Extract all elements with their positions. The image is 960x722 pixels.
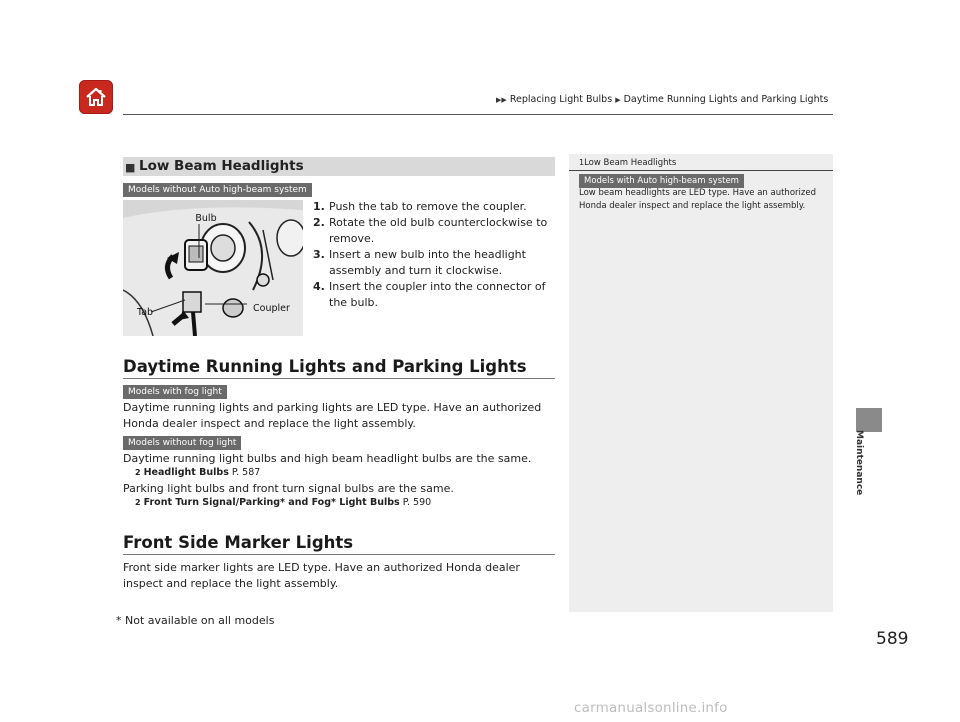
section-square-icon: ■ — [125, 161, 136, 174]
heading-side-marker: Front Side Marker Lights — [123, 533, 354, 552]
drl-no-fog-paragraph: Daytime running light bulbs and high beam headlight bulbs are the same. — [123, 452, 532, 465]
heading-divider — [123, 378, 555, 379]
side-marker-paragraph: Front side marker lights are LED type. Have an authorized Honda dealer inspect and replace the light assembly. — [123, 561, 520, 590]
chapter-tab-marker[interactable] — [856, 408, 882, 432]
note-text: Low beam headlights are LED type. Have an authorized Honda dealer inspect and replace the light assembly. — [579, 188, 816, 211]
step-item: 2. Rotate the old bulb counterclockwise to remove. — [313, 216, 548, 245]
home-button[interactable] — [79, 80, 113, 114]
step-item: 4. Insert the coupler into the connector of the bulb. — [313, 280, 546, 309]
home-icon — [84, 85, 108, 109]
model-tag-no-fog: Models without fog light — [123, 436, 241, 450]
breadcrumb-current: Daytime Running Lights and Parking Lights — [623, 94, 829, 105]
step-item: 1. Push the tab to remove the coupler. — [313, 200, 527, 213]
note-divider — [569, 170, 833, 171]
xref-front-turn-signal[interactable]: 2 Front Turn Signal/Parking* and Fog* Light Bulbs P. 590 — [135, 497, 432, 508]
note-model-tag: Models with Auto high-beam system — [579, 174, 744, 188]
model-tag-fog: Models with fog light — [123, 385, 227, 399]
header-divider — [123, 114, 833, 115]
note-title: 1Low Beam Headlights — [579, 158, 677, 168]
figure-label-coupler: Coupler — [253, 303, 290, 314]
xref-arrow-icon: 2 — [135, 498, 141, 507]
parking-paragraph: Parking light bulbs and front turn signal bulbs are the same. — [123, 482, 454, 495]
figure-label-bulb: Bulb — [195, 213, 217, 224]
breadcrumb-arrow-icon: ▶ — [615, 96, 621, 104]
heading-drl: Daytime Running Lights and Parking Lights — [123, 357, 527, 376]
replacement-steps — [313, 199, 558, 311]
headlight-illustration — [123, 200, 303, 336]
chapter-tab-label: Maintenance — [854, 430, 864, 496]
watermark: carmanualsonline.info — [574, 700, 728, 716]
xref-headlight-bulbs[interactable]: 2 Headlight Bulbs P. 587 — [135, 467, 261, 478]
note-column — [569, 154, 833, 612]
step-item: 3. Insert a new bulb into the headlight assembly and turn it clockwise. — [313, 248, 526, 277]
page-number: 589 — [876, 629, 909, 649]
breadcrumb-link-replacing-bulbs[interactable]: Replacing Light Bulbs — [509, 94, 613, 105]
drl-paragraph: Daytime running lights and parking lights are LED type. Have an authorized Honda dealer inspect and replace the light assembly. — [123, 401, 542, 430]
footnote: * Not available on all models — [116, 614, 275, 627]
model-tag: Models without Auto high-beam system — [123, 183, 312, 197]
section-title: Low Beam Headlights — [139, 158, 304, 174]
xref-arrow-icon: 2 — [135, 468, 141, 477]
breadcrumb — [496, 94, 828, 105]
breadcrumb-arrow-icon: ▶▶ — [496, 96, 507, 104]
heading-divider — [123, 554, 555, 555]
section-header-low-beam — [123, 157, 555, 176]
figure-label-tab: Tab — [137, 307, 154, 318]
note-marker-icon: 1 — [579, 158, 585, 167]
